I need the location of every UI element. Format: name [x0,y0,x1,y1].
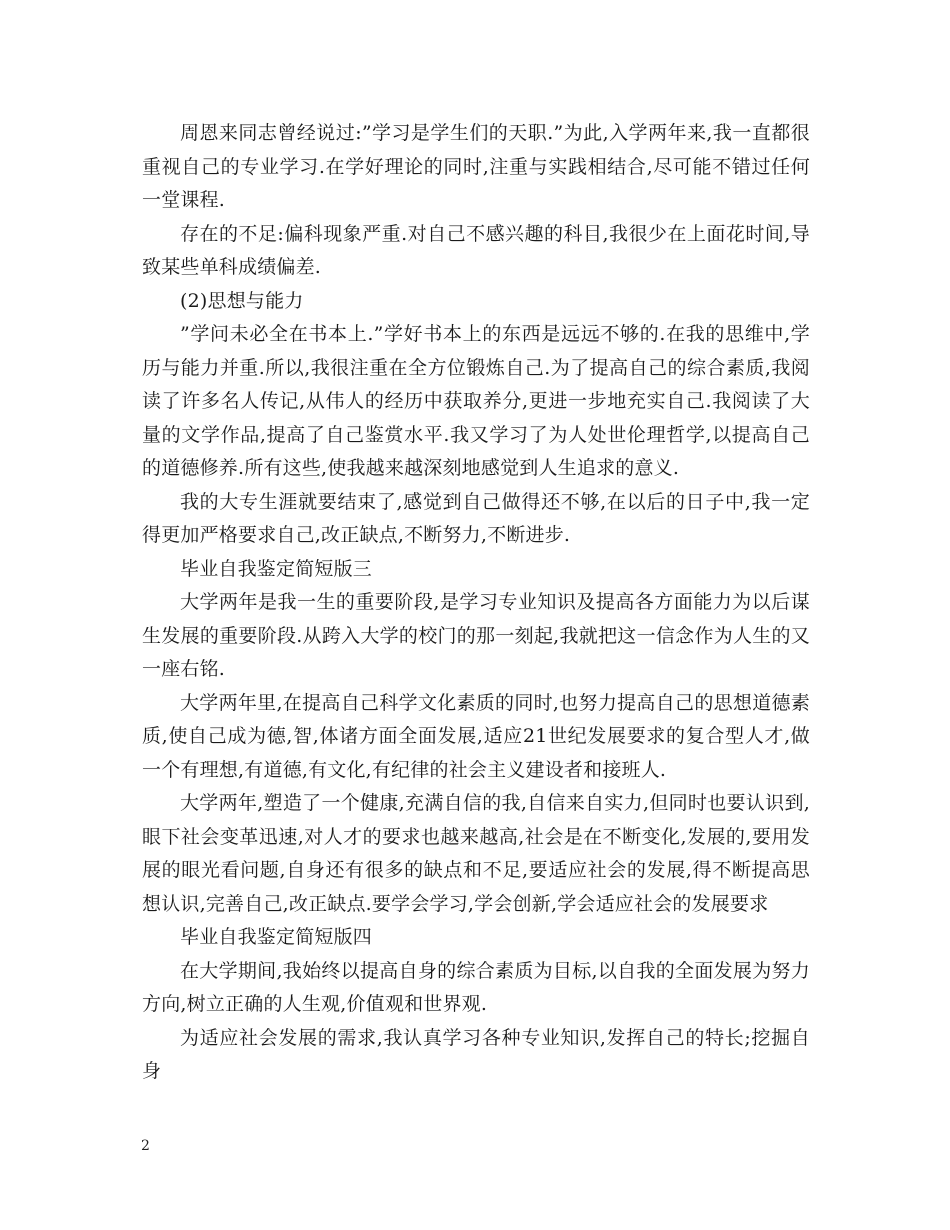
section-heading-thought-ability: (2)思想与能力 [180,289,304,312]
page-number: 2 [141,1138,150,1154]
paragraph-social-needs: 为适应社会发展的需求,我认真学习各种专业知识,发挥自己的特长;挖掘自身 [142,1026,810,1082]
paragraph-shortcomings: 存在的不足:偏科现象严重.对自己不感兴趣的科目,我很少在上面花时间,导致某些单科成绩偏差. [142,222,810,278]
paragraph-important-stage: 大学两年是我一生的重要阶段,是学习专业知识及提高各方面能力为以后谋生发展的重要阶段.从跨入大学的校门的那一刻起,我就把这一信念作为人生的又一座右铭. [142,591,810,680]
paragraph-moral-quality: 大学两年里,在提高自己科学文化素质的同时,也努力提高自己的思想道德素质,使自己成为德,智,体诸方面全面发展,适应21世纪发展要求的复合型人才,做一个有理想,有道德,有文化,有纪律的社会主义建设者和接班人. [142,691,810,781]
document-body [142,117,810,1089]
section-heading-version-four: 毕业自我鉴定简短版四 [180,926,373,948]
paragraph-conclusion: 我的大专生涯就要结束了,感觉到自己做得还不够,在以后的日子中,我一定得更加严格要求自己,改正缺点,不断努力,不断进步. [142,490,810,546]
paragraph-study: 周恩来同志曾经说过:”学习是学生们的天职.”为此,入学两年来,我一直都很重视自己的专业学习.在学好理论的同时,注重与实践相结合,尽可能不错过任何一堂课程. [142,122,810,211]
paragraph-confidence: 大学两年,塑造了一个健康,充满自信的我,自信来自实力,但同时也要认识到,眼下社会变革迅速,对人才的要求也越来越高,社会是在不断变化,发展的,要用发展的眼光看问题,自身还有很多的缺点和不足,要适应社会的发展,得不断提高思想认识,完善自己,改正缺点.要学会学习,学会创新,学会适应社会的发展要求 [142,792,810,915]
paragraph-knowledge-ability: ”学问未必全在书本上.”学好书本上的东西是远远不够的.在我的思维中,学历与能力并重.所以,我很注重在全方位锻炼自己.为了提高自己的综合素质,我阅读了许多名人传记,从伟人的经历中获取养分,更进一步地充实自己.我阅读了大量的文学作品,提高了自己鉴赏水平.我又学习了为人处世伦理哲学,以提高自己的道德修养.所有这些,使我越来越深刻地感觉到人生追求的意义. [142,323,810,479]
section-heading-version-three: 毕业自我鉴定简短版三 [180,557,373,580]
paragraph-overall-quality: 在大学期间,我始终以提高自身的综合素质为目标,以自我的全面发展为努力方向,树立正确的人生观,价值观和世界观. [142,959,810,1015]
